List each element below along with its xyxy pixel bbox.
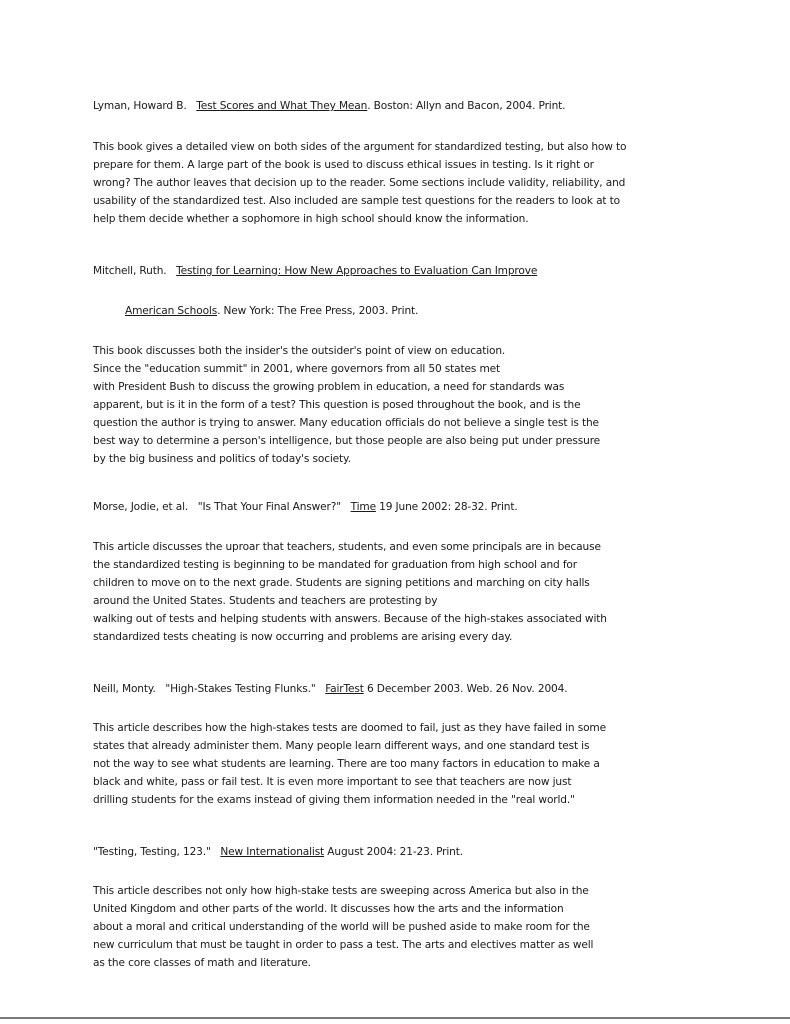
- annotation-line: This book discusses both the insider's the outsider's point of view on education.: [93, 345, 506, 357]
- annotation-line: Since the "education summit" in 2001, where governors from all 50 states met: [93, 363, 501, 375]
- citation-publication: . New York: The Free Press, 2003. Print.: [217, 305, 419, 317]
- citation-publication: . Boston: Allyn and Bacon, 2004. Print.: [367, 100, 566, 112]
- annotation-line: by the big business and politics of today's society.: [93, 453, 351, 465]
- annotation-line: children to move on to the next grade. Students are signing petitions and marching on city halls: [93, 577, 590, 589]
- annotation-line: This article describes not only how high-stake tests are sweeping across America but also in the: [93, 885, 589, 897]
- citation-source: New Internationalist: [220, 846, 325, 858]
- citation-testing-123: [93, 843, 463, 861]
- citation-publication: August 2004: 21-23. Print.: [324, 846, 463, 858]
- citation-publication: 19 June 2002: 28-32. Print.: [375, 501, 518, 513]
- citation-source: FairTest: [325, 683, 364, 695]
- annotation-line: prepare for them. A large part of the book is used to discuss ethical issues in testing. Is it right or: [93, 159, 594, 171]
- citation-article-title: "Is That Your Final Answer?": [197, 501, 341, 513]
- citation-author: Mitchell, Ruth.: [93, 265, 167, 277]
- annotation-line: usability of the standardized test. Also included are sample test questions for the readers to look at to: [93, 195, 620, 207]
- citation-author: Neill, Monty.: [93, 683, 156, 695]
- citation-author: Morse, Jodie, et al.: [93, 501, 189, 513]
- citation-author: Lyman, Howard B.: [93, 100, 187, 112]
- annotation-morse: [93, 538, 607, 646]
- citation-mitchell: [93, 262, 537, 280]
- citation-source: Time: [350, 501, 376, 513]
- annotation-line: the standardized testing is beginning to be mandated for graduation from high school and for: [93, 559, 577, 571]
- annotation-line: This article discusses the uproar that teachers, students, and even some principals are in because: [93, 541, 601, 553]
- citation-article-title: "Testing, Testing, 123.": [93, 846, 211, 858]
- citation-mitchell-continued: [125, 302, 418, 320]
- annotation-line: apparent, but is it in the form of a test? This question is posed throughout the book, and is the: [93, 399, 581, 411]
- citation-publication: 6 December 2003. Web. 26 Nov. 2004.: [363, 683, 568, 695]
- page-bottom-divider: [0, 1017, 790, 1019]
- annotation-line: wrong? The author leaves that decision up to the reader. Some sections include validity, reliability, and: [93, 177, 626, 189]
- citation-title-continued: American Schools: [125, 305, 218, 317]
- annotation-neill: [93, 719, 606, 809]
- annotation-line: about a moral and critical understanding of the world will be pushed aside to make room for the: [93, 921, 590, 933]
- annotation-line: United Kingdom and other parts of the world. It discusses how the arts and the information: [93, 903, 564, 915]
- annotation-line: drilling students for the exams instead of giving them information needed in the "real world.": [93, 794, 575, 806]
- annotation-mitchell: [93, 342, 600, 468]
- annotation-line: not the way to see what students are learning. There are too many factors in education to make a: [93, 758, 600, 770]
- annotation-line: help them decide whether a sophomore in high school should know the information.: [93, 213, 529, 225]
- annotation-line: with President Bush to discuss the growing problem in education, a need for standards was: [93, 381, 565, 393]
- annotation-line: standardized tests cheating is now occurring and problems are arising every day.: [93, 631, 513, 643]
- annotation-line: states that already administer them. Many people learn different ways, and one standard test is: [93, 740, 590, 752]
- annotation-line: This book gives a detailed view on both sides of the argument for standardized testing, but also how to: [93, 141, 627, 153]
- annotation-line: new curriculum that must be taught in order to pass a test. The arts and electives matter as well: [93, 939, 594, 951]
- annotation-lyman: [93, 138, 626, 228]
- annotation-line: as the core classes of math and literature.: [93, 957, 311, 969]
- citation-article-title: "High-Stakes Testing Flunks.": [165, 683, 316, 695]
- citation-morse: [93, 498, 518, 516]
- citation-title: Testing for Learning: How New Approaches to Evaluation Can Improve: [176, 265, 538, 277]
- citation-lyman: [93, 97, 565, 115]
- citation-title: Test Scores and What They Mean: [196, 100, 368, 112]
- citation-neill: [93, 680, 567, 698]
- annotation-line: walking out of tests and helping students with answers. Because of the high-stakes associated with: [93, 613, 607, 625]
- annotation-line: best way to determine a person's intelligence, but those people are also being put under pressure: [93, 435, 601, 447]
- annotation-line: black and white, pass or fail test. It is even more important to see that teachers are now just: [93, 776, 572, 788]
- annotation-testing-123: [93, 882, 593, 972]
- annotation-line: This article describes how the high-stakes tests are doomed to fail, just as they have failed in some: [93, 722, 606, 734]
- annotation-line: question the author is trying to answer. Many education officials do not believe a single test is the: [93, 417, 599, 429]
- annotation-line: around the United States. Students and teachers are protesting by: [93, 595, 438, 607]
